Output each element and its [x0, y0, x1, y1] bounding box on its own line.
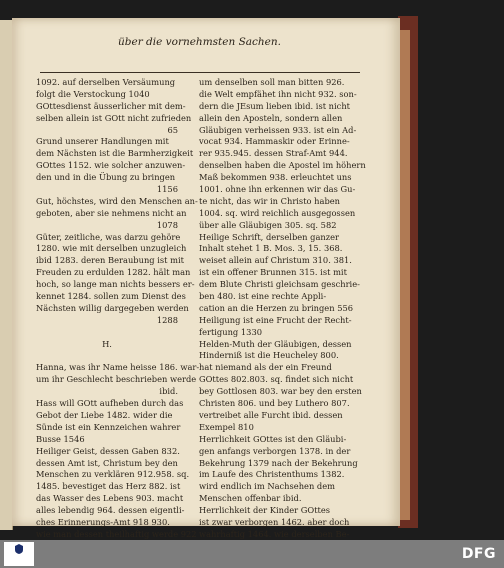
- index-entry-line: Helden-Muth der Gläubigen, dessen: [199, 338, 352, 349]
- index-entry-line: 1078: [156, 219, 178, 230]
- index-entry-line: Christen 806. und bey Luthero 807.: [199, 398, 350, 409]
- index-entry-line: folgt die Verstockung 1040: [36, 88, 150, 99]
- blank-line: [36, 350, 178, 362]
- index-entry-line: Freuden zu erdulden 1282. hält man: [36, 267, 191, 278]
- index-entry-line: GOttesdienst äusserlicher mit dem-: [36, 100, 186, 111]
- index-entry-line: Sünde ist ein Kennzeichen wahrer: [36, 421, 181, 432]
- index-entry-line: Herrlichkeit der Kinder GOttes: [199, 505, 331, 516]
- crest-icon: [14, 544, 24, 554]
- index-entry-line: Heilige Schrift, derselben ganzer: [199, 231, 339, 242]
- index-entry-line: denselben haben die Apostel im höhern: [199, 160, 366, 171]
- index-entry-line: ist zwar verborgen 1462. aber doch: [199, 516, 350, 527]
- index-entry-line: ben 480. ist eine rechte Appli-: [199, 291, 327, 302]
- header-rule: [40, 72, 360, 73]
- index-entry-line: vertreibet alle Furcht ibid. dessen: [199, 409, 343, 420]
- index-entry-line: Gebot der Liebe 1482. wider die: [36, 409, 173, 420]
- index-entry-line: wird endlich im Nachsehen dem: [199, 481, 336, 492]
- index-entry-line: Exempel 810: [199, 421, 254, 432]
- index-entry-line: allein den Aposteln, sondern allen: [199, 112, 343, 123]
- index-entry-line: dessen Amt ist, Christum bey den: [36, 457, 178, 468]
- index-entry-line: Menschen offenbar ibid.: [199, 493, 302, 504]
- index-entry-line: Grund unserer Handlungen mit: [36, 136, 169, 147]
- index-entry-line: ibid 1283. deren Beraubung ist mit: [36, 255, 184, 266]
- index-entry-line: Heiliger Geist, dessen Gaben 832.: [36, 445, 180, 456]
- index-entry-line: 1156: [156, 184, 178, 195]
- index-entry-line: selben allein ist GOtt nicht zufrieden: [36, 112, 192, 123]
- index-entry-line: fertigung 1330: [199, 326, 262, 337]
- library-logo[interactable]: [4, 542, 34, 566]
- index-entry-line: kennet 1284. sollen zum Dienst des: [36, 291, 186, 302]
- index-entry-line: gen anfangs verborgen 1378. in der: [199, 445, 351, 456]
- index-entry-line: GOttes 1152. wie solcher anzuwen-: [36, 160, 186, 171]
- index-column-left: [36, 77, 200, 541]
- index-entry-line: das Wasser des Lebens 903. macht: [36, 493, 184, 504]
- index-entry-line: Nächsten willig dargegeben werden: [36, 302, 189, 313]
- index-entry-line: dem Nächsten ist die Barmherzigkeit: [36, 148, 194, 159]
- index-entry-line: Inhalt stehet 1 B. Mos. 3, 15. 368.: [199, 243, 343, 254]
- index-entry-line: über alle Gläubigen 305. sq. 582: [199, 219, 337, 230]
- index-entry-line: Hass will GOtt aufheben durch das: [36, 398, 184, 409]
- index-entry-line: im Laufe des Christenthums 1382.: [199, 469, 345, 480]
- index-entry-line: Herrlichkeit GOttes ist den Gläubi-: [199, 433, 347, 444]
- index-column-right: [199, 77, 366, 553]
- index-entry-line: Heiligung ist eine Frucht der Recht-: [199, 314, 352, 325]
- index-entry-line: ches Erinnerungs-Amt 918 930.: [36, 516, 170, 527]
- index-entry-line: te nicht, das wir in Christo haben: [199, 195, 341, 206]
- index-entry-line: 1004. sq. wird reichlich ausgegossen: [199, 207, 356, 218]
- index-entry-line: 1092. auf derselben Versäumung: [36, 77, 176, 87]
- index-entry-line: Güter, zeitliche, was darzu gehöre: [36, 231, 181, 242]
- index-entry-line: um denselben soll man bitten 926.: [199, 77, 345, 87]
- index-entry-line: alles lebendig 964. dessen eigentli-: [36, 505, 185, 516]
- index-entry-line: ist ein offener Brunnen 315. ist mit: [199, 267, 347, 278]
- index-entry-line: bey Gottlosen 803. war bey den ersten: [199, 386, 362, 397]
- index-entry-line: Hinderniß ist die Heucheley 800.: [199, 350, 339, 361]
- index-entry-line: wahrhaftig 1464. wie derselben Be-: [199, 528, 350, 539]
- index-entry-line: H.: [102, 338, 112, 349]
- index-entry-line: weiset allein auf Christum 310. 381.: [199, 255, 352, 266]
- index-entry-line: dern die JEsum lieben ibid. ist nicht: [199, 100, 350, 111]
- index-entry-line: 1001. ohne ihn erkennen wir das Gu-: [199, 184, 356, 195]
- index-entry-line: die Welt empfähet ihn nicht 932. son-: [199, 88, 357, 99]
- index-entry-line: Busse 1546: [36, 433, 85, 444]
- index-entry-line: 65: [167, 124, 178, 135]
- index-entry-line: Gläubigen verheissen 933. ist ein Ad-: [199, 124, 357, 135]
- index-entry-line: cation an die Herzen zu bringen 556: [199, 302, 354, 313]
- index-entry-line: ibid.: [159, 386, 178, 397]
- index-entry-line: Maß bekommen 938. erleuchtet uns: [199, 172, 352, 183]
- viewer-footer-bar: [0, 540, 504, 568]
- index-entry-line: hat niemand als der ein Freund: [199, 362, 332, 373]
- index-entry-line: rer 935.945. dessen Straf-Amt 944.: [199, 148, 348, 159]
- index-entry-line: 1280. wie mit derselben unzugleich: [36, 243, 187, 254]
- index-entry-line: hoch, so lange man nichts bessers er-: [36, 279, 195, 290]
- blank-line: [36, 327, 178, 339]
- index-entry-line: 1485. bevestiget das Herz 882. ist: [36, 481, 181, 492]
- index-entry-line: 1288: [156, 314, 178, 325]
- index-entry-line: Gut, höchstes, wird den Menschen an-: [36, 195, 198, 206]
- index-entry-line: Bekehrung 1379 nach der Bekehrung: [199, 457, 358, 468]
- dfg-logo[interactable]: DFG: [461, 546, 496, 562]
- index-entry-line: Hanna, was ihr Name heisse 186. war-: [36, 362, 200, 373]
- index-entry-line: GOttes 802.803. sq. findet sich nicht: [199, 374, 354, 385]
- index-entry-line: wie man dessen theilhaftig werde 922: [36, 528, 197, 539]
- index-entry-line: vocat 934. Hammaskir oder Erinne-: [199, 136, 350, 147]
- index-entry-line: dem Blute Christi gleichsam geschrie-: [199, 279, 360, 290]
- running-header: über die vornehmsten Sachen.: [118, 36, 281, 48]
- index-entry-line: Menschen zu verklären 912.958. sq.: [36, 469, 190, 480]
- index-entry-line: geboten, aber sie nehmens nicht an: [36, 207, 187, 218]
- index-entry-line: den und in die Übung zu bringen: [36, 172, 176, 183]
- index-entry-line: um ihr Geschlecht beschrieben werde: [36, 374, 197, 385]
